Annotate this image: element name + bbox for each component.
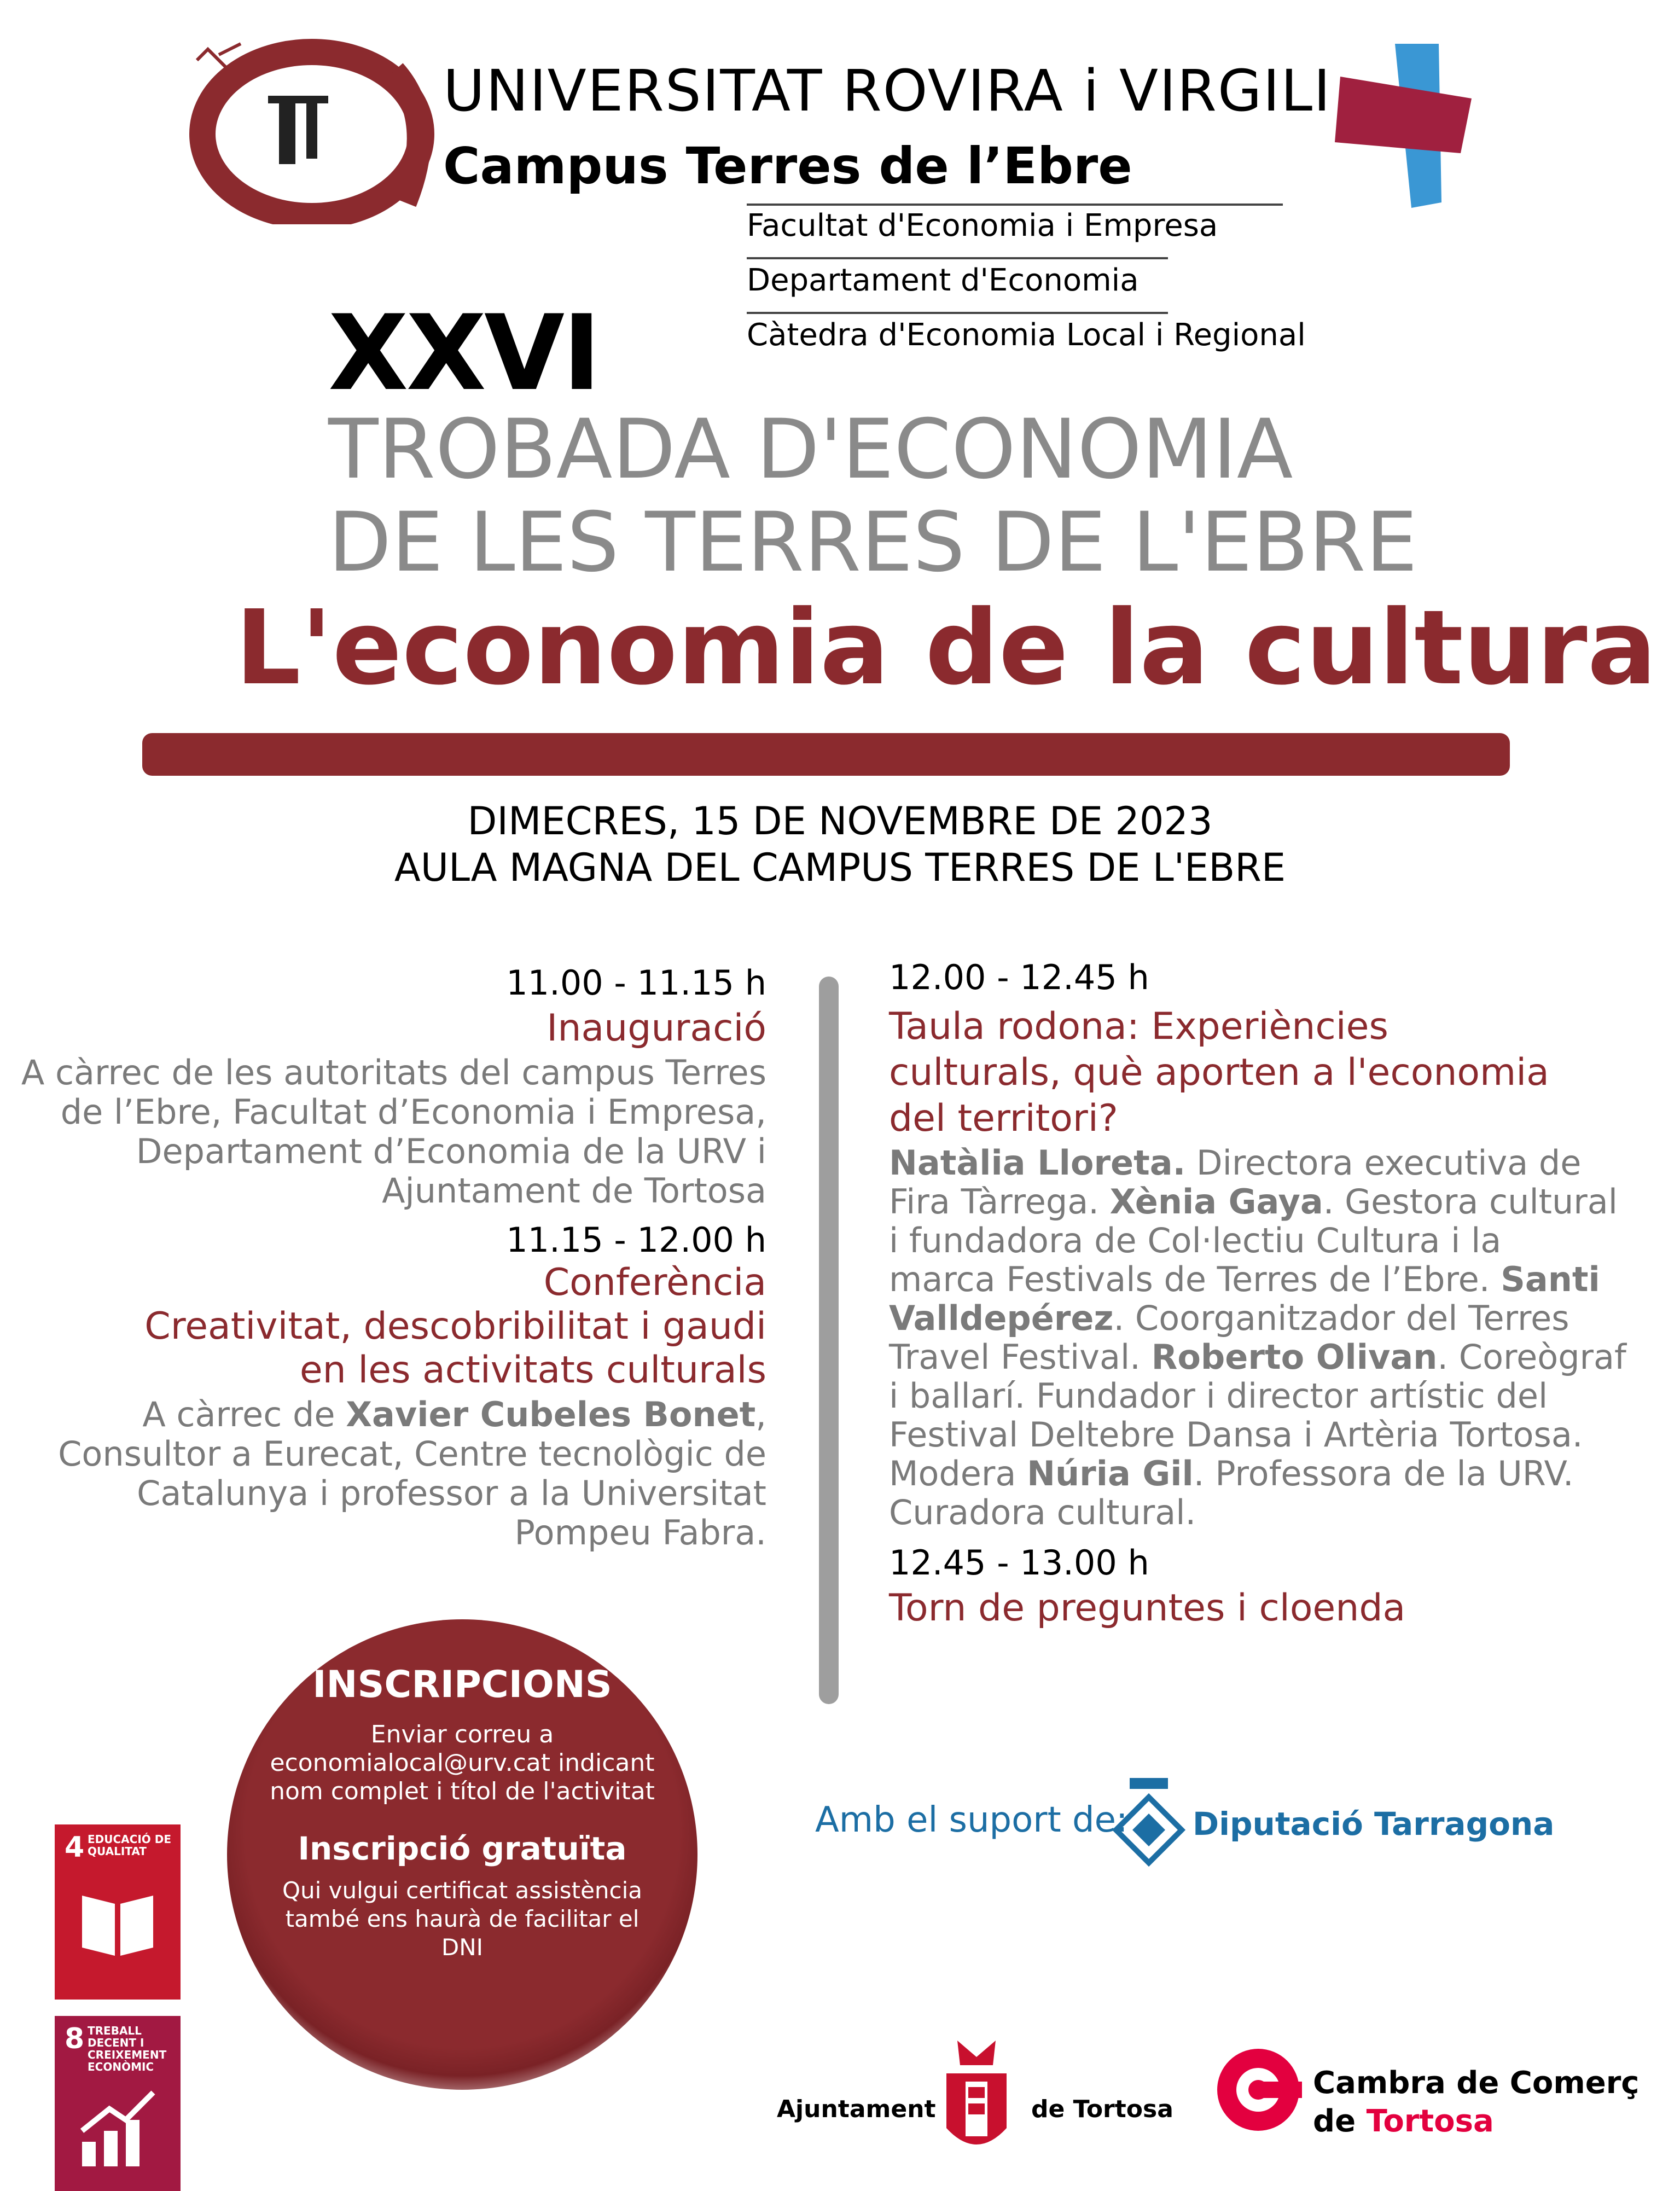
university-name: UNIVERSITAT ROVIRA i VIRGILI [443,57,1332,124]
cross-logo [1324,44,1488,208]
support-label: Amb el suport de: [815,1800,1128,1840]
edition-number: XXVI [328,293,599,414]
free-registration-title: Inscripció gratuïta [298,1830,627,1867]
session-description: A càrrec de les autoritats del campus Terres de l’Ebre, Facultat d’Economia i Empresa, Departament d’Economia de la URV i Ajuntament de Tortosa [21,1053,766,1211]
session-time: 12.45 - 13.00 h [889,1543,1149,1583]
ajuntament-label: Ajuntament [777,2095,936,2123]
speaker-description: A càrrec de Xavier Cubeles Bonet, Consultor a Eurecat, Centre tecnològic de Catalunya i professor a la Universitat Pompeu Fabra. [58,1394,766,1553]
cambra-logo [1214,2046,1302,2134]
event-title-line1: TROBADA D'ECONOMIA [328,402,1293,497]
panel-description: Natàlia Lloreta. Directora executiva de Fira Tàrrega. Xènia Gaya. Gestora cultural i fundadora de Col·lectiu Cultura i la marca Festivals de Terres de l’Ebre. Santi Valldepérez. Coorganitzador del Terres Travel Festival. Roberto Olivan. Coreògraf i ballarí. Fundador i director artístic del Festival Deltebre Dansa i Artèria Tortosa. Modera Núria Gil. Professora de la URV. Curadora cultural. [889,1143,1626,1532]
session-title: Inauguració [547,1007,766,1050]
event-theme: L'economia de la cultura [235,588,1657,708]
cambra-city: de Tortosa [1313,2103,1494,2139]
session-time: 11.15 - 12.00 h [506,1220,766,1260]
event-date: DIMECRES, 15 DE NOVEMBRE DE 2023 [467,799,1213,844]
sdg4-quality-education-icon: 4 EDUCACIÓ DE QUALITAT [55,1824,181,2000]
inscriptions-title: INSCRIPCIONS [312,1663,612,1706]
cambra-name: Cambra de Comerç [1313,2065,1640,2101]
diputacio-logo [1111,1775,1187,1868]
tortosa-coat-of-arms [935,2035,1018,2161]
contact-email: economialocal@urv.cat indicant [270,1749,655,1777]
sdg8-decent-work-icon: 8 TREBALL DECENT I CREIXEMENT ECONÒMIC [55,2016,181,2191]
urv-logo [186,38,449,224]
column-divider [819,977,839,1704]
divider [747,312,1168,314]
ajuntament-city: de Tortosa [1031,2095,1173,2123]
diputacio-name: Diputació Tarragona [1193,1805,1555,1843]
round-table-title: Taula rodona: Experiències culturals, què aporten a l'economia del territori? [889,1005,1549,1140]
chair-name: Càtedra d'Economia Local i Regional [747,317,1306,353]
inscriptions-info: Enviar correu a economialocal@urv.cat indicant nom complet i títol de l'activitat [227,1721,697,1806]
session-title: Torn de preguntes i cloenda [889,1586,1406,1630]
event-venue: AULA MAGNA DEL CAMPUS TERRES DE L'EBRE [394,845,1286,890]
title-bar [142,733,1510,776]
divider [747,204,1283,206]
session-time: 11.00 - 11.15 h [506,963,766,1003]
faculty-name: Facultat d'Economia i Empresa [747,208,1218,243]
book-icon [77,1885,159,1961]
conference-title: Creativitat, descobribilitat i gaudi en les activitats culturals [144,1305,766,1392]
session-title: Conferència [543,1261,766,1304]
campus-name: Campus Terres de l’Ebre [443,137,1132,195]
event-title-line2: DE LES TERRES DE L'EBRE [328,495,1418,590]
growth-chart-icon [77,2082,159,2169]
speaker-name: Xavier Cubeles Bonet [346,1394,756,1434]
certificate-info: Qui vulgui certificat assistència també ens haurà de facilitar el DNI [282,1877,643,1961]
divider [747,257,1168,259]
department-name: Departament d'Economia [747,263,1139,298]
session-time: 12.00 - 12.45 h [889,957,1149,997]
